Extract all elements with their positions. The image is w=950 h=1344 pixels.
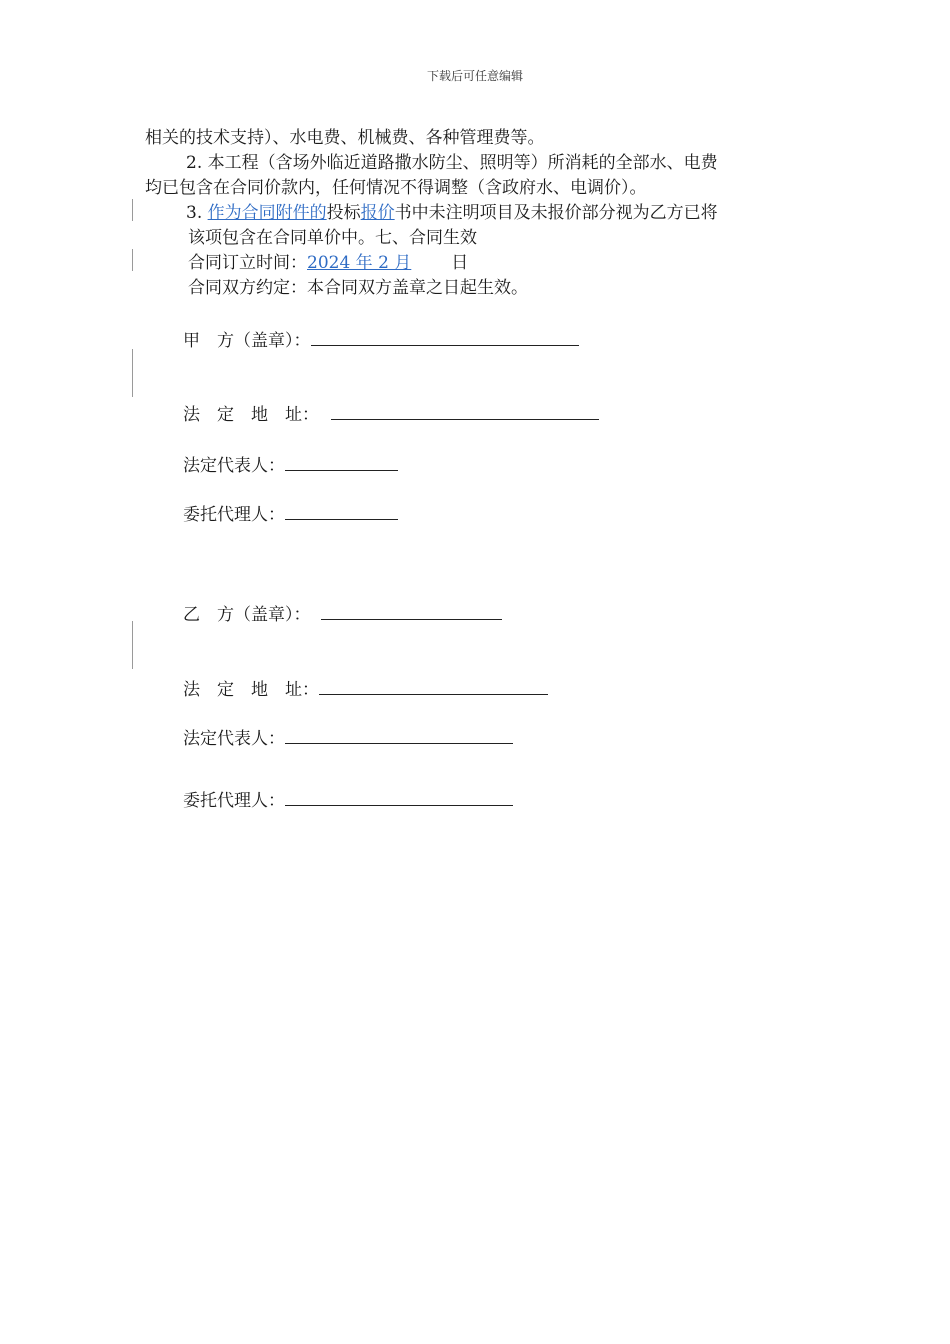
- party-a-address-label: 法 定 地 址：: [183, 405, 319, 425]
- revision-bar: [132, 349, 133, 397]
- party-a-seal-field[interactable]: [311, 327, 579, 346]
- party-a-address-field[interactable]: [331, 401, 599, 420]
- party-b-agent-row: [183, 787, 513, 813]
- party-b-rep-label: 法定代表人：: [183, 729, 285, 749]
- party-b-seal-row: [183, 601, 502, 627]
- party-b-seal-label: 乙 方（盖章）：: [183, 605, 311, 625]
- party-b-address-label: 法 定 地 址：: [183, 680, 319, 700]
- body-line-1: 相关的技术支持）、水电费、机械费、各种管理费等。: [145, 128, 545, 148]
- revision-bar: [132, 199, 133, 221]
- party-b-agent-label: 委托代理人：: [183, 791, 285, 811]
- revision-bar: [132, 621, 133, 669]
- party-a-rep-label: 法定代表人：: [183, 456, 285, 476]
- party-a-address-row: [183, 401, 599, 427]
- clause-number: 3.: [186, 203, 208, 223]
- revision-bar: [132, 249, 133, 271]
- party-b-address-row: [183, 676, 548, 702]
- party-a-agent-label: 委托代理人：: [183, 505, 285, 525]
- party-a-seal-label: 甲 方（盖章）：: [183, 331, 311, 351]
- party-a-agent-field[interactable]: [285, 501, 398, 520]
- contract-day-label: 日: [451, 253, 469, 273]
- effective-clause: 合同双方约定：本合同双方盖章之日起生效。: [188, 278, 528, 298]
- party-a-seal-row: [183, 327, 579, 353]
- party-b-rep-field[interactable]: [285, 725, 513, 744]
- party-b-address-field[interactable]: [319, 676, 548, 695]
- clause-3-line-1: [186, 201, 718, 225]
- page-header: 下载后可任意编辑: [426, 69, 523, 83]
- clause-3-line-2: 该项包含在合同单价中。七、合同生效: [188, 228, 477, 248]
- party-a-agent-row: [183, 501, 398, 527]
- clause-2-line-1: 2. 本工程（含场外临近道路撒水防尘、照明等）所消耗的全部水、电费: [186, 153, 718, 173]
- contract-date-line: [188, 251, 468, 275]
- clause-text: 投标: [326, 203, 361, 223]
- quotation-link[interactable]: 报价: [360, 203, 395, 223]
- party-b-agent-field[interactable]: [285, 787, 513, 806]
- party-b-seal-field[interactable]: [321, 601, 502, 620]
- party-b-rep-row: [183, 725, 513, 751]
- party-a-rep-field[interactable]: [285, 452, 398, 471]
- attachment-link[interactable]: 作为合同附件的: [207, 203, 327, 223]
- contract-date-label: 合同订立时间：: [188, 253, 307, 273]
- clause-text: 书中未注明项目及未报价部分视为乙方已将: [394, 203, 718, 223]
- party-a-rep-row: [183, 452, 398, 478]
- contract-date-link[interactable]: 2024 年 2 月: [307, 253, 412, 273]
- clause-2-line-2: 均已包含在合同价款内，任何情况不得调整（含政府水、电调价）。: [145, 178, 647, 198]
